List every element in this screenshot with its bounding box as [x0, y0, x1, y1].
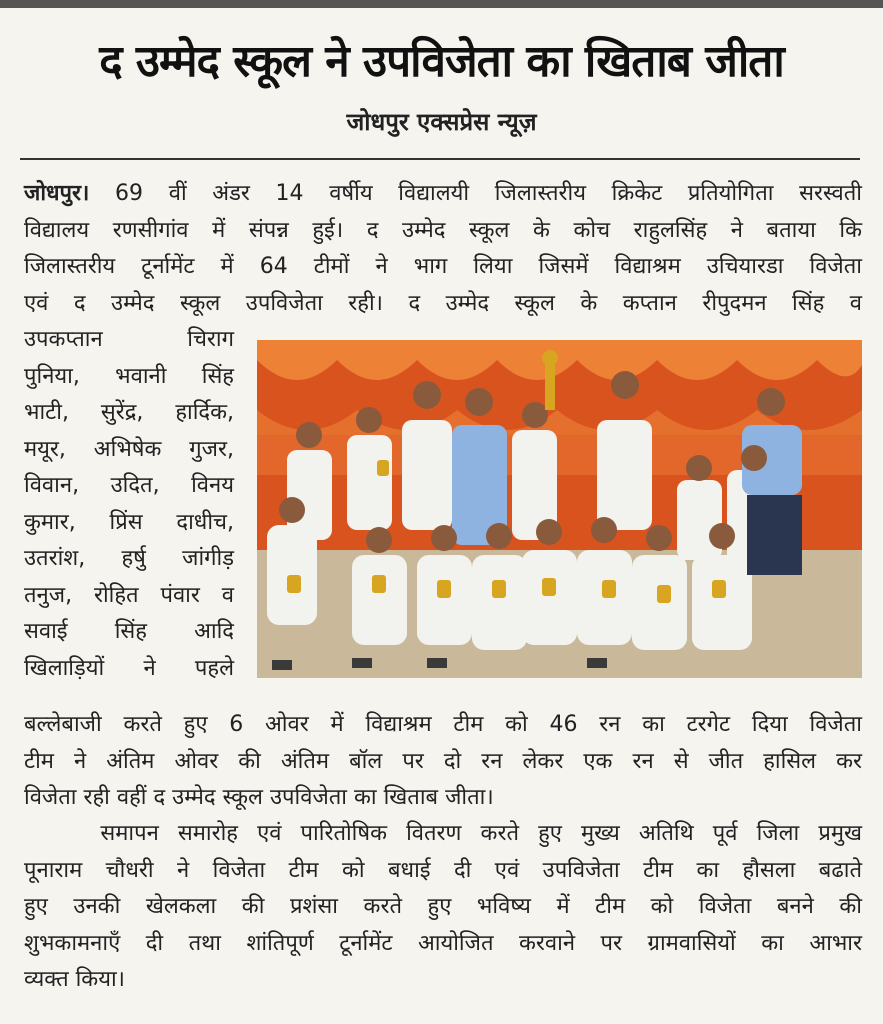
closing-line: पूनाराम चौधरी ने विजेता टीम को बधाई दी एवं उपविजेता टीम का हौसला बढाते — [24, 857, 862, 883]
side-line: खिलाड़ियों ने पहले — [24, 655, 234, 681]
side-line: उतरांश, हर्षु जांगीड़ — [24, 546, 234, 571]
side-line: पुनिया, भवानी सिंह — [24, 363, 234, 389]
side-line: कुमार, प्रिंस दाधीच, — [24, 509, 234, 535]
continuation-line: टीम ने अंतिम ओवर की अंतिम बॉल पर दो रन लेकर एक रन से जीत हासिल कर — [24, 748, 862, 774]
continuation-line: बल्लेबाजी करते हुए 6 ओवर में विद्याश्रम टीम को 46 रन का टरगेट दिया विजेता — [24, 712, 862, 737]
intro-paragraph — [24, 176, 862, 322]
side-line: विवान, उदित, विनय — [24, 473, 234, 498]
side-line: भाटी, सुरेंद्र, हार्दिक, — [24, 400, 234, 425]
intro-line-3: जिलास्तरीय टूर्नामेंट में 64 टीमों ने भाग लिया जिसमें विद्याश्रम उचियारडा विजेता — [24, 254, 862, 279]
closing-paragraph — [24, 816, 862, 999]
side-line: उपकप्तान चिराग — [24, 327, 234, 352]
closing-line: हुए उनकी खेलकला की प्रशंसा करते हुए भविष्य में टीम को विजेता बनने की — [24, 894, 862, 919]
intro-line-1-text: 69 वीं अंडर 14 वर्षीय विद्यालयी जिलास्तरीय क्रिकेट प्रतियोगिता सरस्वती — [89, 181, 862, 206]
article-byline: जोधपुर एक्सप्रेस न्यूज़ — [346, 108, 537, 136]
team-photo-icon — [257, 340, 862, 678]
intro-line-2: विद्यालय रणसीगांव में संपन्न हुई। द उम्मेद स्कूल के कोच राहुलसिंह ने बताया कि — [24, 217, 862, 243]
dateline: जोधपुर। — [24, 181, 90, 206]
team-photo — [257, 340, 862, 678]
closing-line: व्यक्त किया। — [24, 967, 125, 992]
intro-line-4: एवं द उम्मेद स्कूल उपविजेता रही। द उम्मेद स्कूल के कप्तान रीपुदमन सिंह व — [24, 290, 862, 316]
top-edge-bar — [0, 0, 883, 8]
side-line: तनुज, रोहित पंवार व — [24, 582, 234, 608]
side-line: मयूर, अभिषेक गुजर, — [24, 436, 234, 462]
divider-rule — [20, 158, 860, 160]
intro-line-1 — [24, 176, 862, 213]
continuation-paragraph — [24, 707, 862, 817]
side-column-text — [24, 322, 234, 687]
side-line: सवाई सिंह आदि — [24, 619, 234, 644]
article-headline: द उम्मेद स्कूल ने उपविजेता का खिताब जीता — [99, 36, 784, 87]
continuation-line: विजेता रही वहीं द उम्मेद स्कूल उपविजेता का खिताब जीता। — [24, 785, 494, 810]
closing-line: समापन समारोह एवं पारितोषिक वितरण करते हुए मुख्य अतिथि पूर्व जिला प्रमुख — [24, 821, 862, 846]
closing-line: शुभकामनाएँ दी तथा शांतिपूर्ण टूर्नामेंट आयोजित करवाने पर ग्रामवासियों का आभार — [24, 930, 862, 956]
